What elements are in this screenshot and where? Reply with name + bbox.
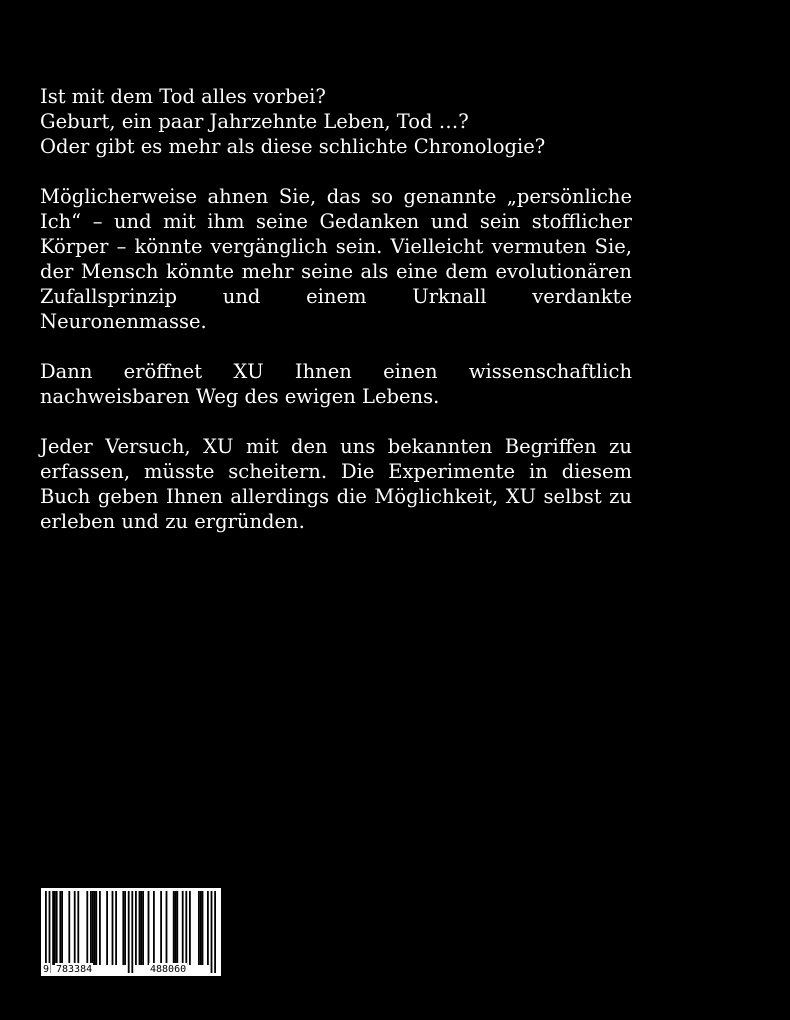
barcode-bar	[185, 891, 187, 965]
barcode-bar	[207, 891, 209, 965]
barcode-bar	[90, 891, 92, 965]
barcode-bar	[160, 891, 162, 965]
barcode-bar	[54, 891, 56, 965]
barcode-bar	[56, 891, 58, 965]
barcode-bar	[106, 891, 108, 965]
barcode-bar	[45, 891, 47, 973]
barcode-bar	[139, 891, 141, 965]
barcode-bar	[189, 891, 191, 965]
paragraph-eternal-life: Dann eröffnet XU Ihnen einen wissenschaftlich nachweisbaren Weg des ewigen Lebens.	[40, 360, 632, 408]
intro-line: Geburt, ein paar Jahrzehnte Leben, Tod …?	[40, 110, 469, 133]
barcode-bar	[52, 891, 54, 965]
barcode-right-digits: 488060	[150, 964, 187, 975]
barcode-bar	[198, 891, 200, 965]
barcode-first-digit: 9	[43, 964, 50, 975]
barcode-bar	[99, 891, 101, 965]
barcode-bar	[182, 891, 184, 965]
barcode-bar	[115, 891, 117, 965]
barcode-bar	[92, 891, 94, 965]
barcode-bar	[128, 891, 130, 973]
barcode-bar	[77, 891, 79, 965]
paragraph-personal-self: Möglicherweise ahnen Sie, das so genannte „persönliche Ich“ – und mit ihm seine Gedanken und sein stofflicher Körper – könnte vergänglich sein. Vielleicht vermuten Sie, der Mensch könnte mehr seine als eine dem evolutionären Zufallsprinzip und einem Urknall verdankte Neuronenmasse.	[40, 185, 632, 333]
barcode-bar	[74, 891, 76, 965]
barcode-bar	[176, 891, 178, 965]
barcode-bar	[214, 891, 216, 973]
barcode-bar	[61, 891, 63, 965]
barcode-digits	[41, 963, 221, 976]
isbn-barcode	[41, 888, 221, 976]
barcode-bar	[95, 891, 97, 965]
barcode-bar	[49, 891, 51, 973]
barcode-bar	[122, 891, 124, 965]
barcode-bar	[124, 891, 126, 965]
barcode-bar	[94, 891, 96, 965]
barcode-bar	[68, 891, 70, 965]
back-cover-text	[40, 84, 632, 534]
barcode-bar	[140, 891, 142, 965]
intro-questions	[40, 84, 632, 159]
barcode-left-digits: 783384	[56, 964, 93, 975]
barcode-bar	[202, 891, 204, 965]
barcode-bar	[175, 891, 177, 965]
intro-line: Ist mit dem Tod alles vorbei?	[40, 85, 326, 108]
barcode-bar	[200, 891, 202, 965]
barcode-bar	[135, 891, 137, 965]
barcode-bar	[166, 891, 168, 965]
barcode-bar	[59, 891, 61, 965]
barcode-bar	[86, 891, 88, 965]
barcode-bar	[142, 891, 144, 965]
barcode-bar	[148, 891, 150, 965]
paragraph-experiments: Jeder Versuch, XU mit den uns bekannten Begriffen zu erfassen, müsste scheitern. Die Experimente in diesem Buch geben Ihnen allerdings die Möglichkeit, XU selbst zu erleben und zu ergründen.	[40, 435, 632, 533]
barcode-bar	[211, 891, 213, 973]
intro-line: Oder gibt es mehr als diese schlichte Chronologie?	[40, 135, 546, 158]
barcode-bar	[112, 891, 114, 965]
barcode-bar	[153, 891, 155, 965]
barcode-bar	[131, 891, 133, 973]
barcode-bar	[173, 891, 175, 965]
